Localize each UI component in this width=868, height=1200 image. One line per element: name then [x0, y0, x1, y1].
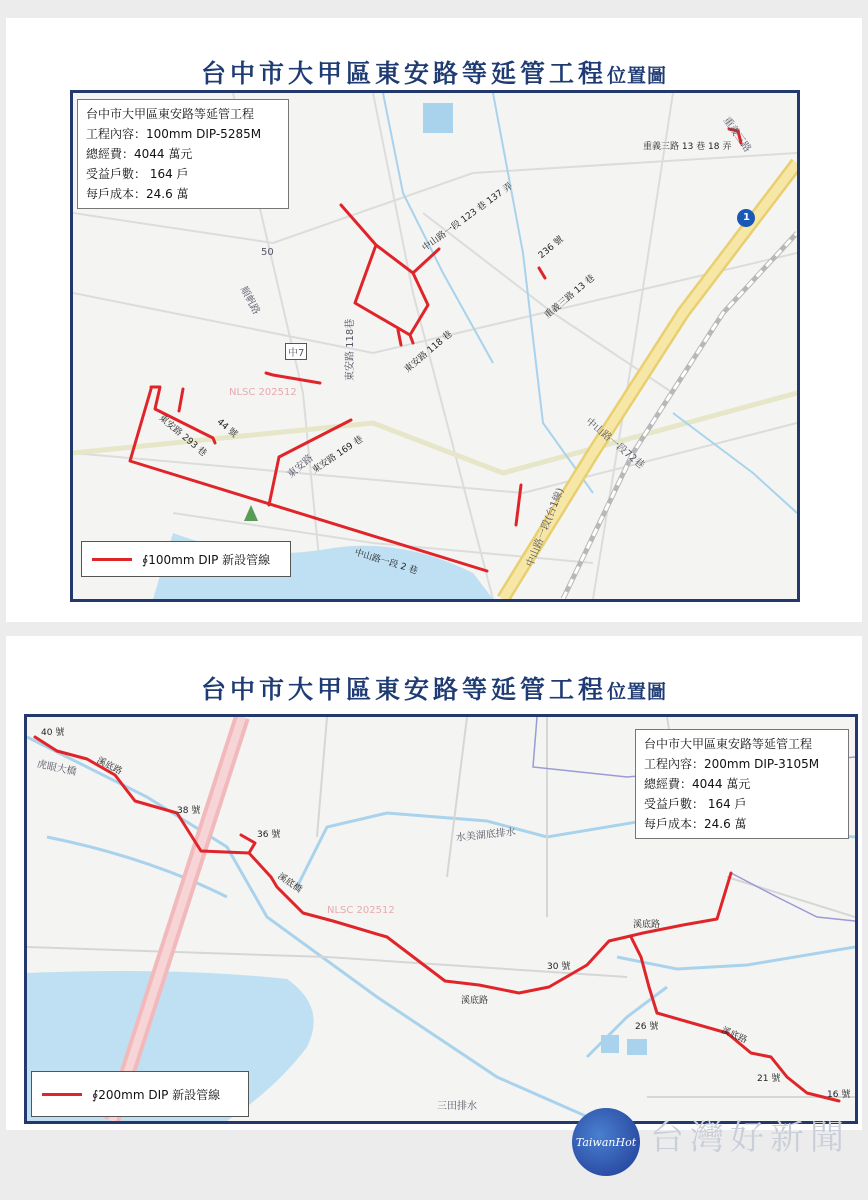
- map1-road-1: 重義三路: [720, 115, 753, 155]
- map2-info-line-1: 台中市大甲區東安路等延管工程: [644, 737, 813, 751]
- map1-info-line-1: 台中市大甲區東安路等延管工程: [86, 107, 255, 121]
- map2-info-line-3: 總經費：4044 萬元: [644, 777, 751, 791]
- map1-road-5: NLSC 202512: [229, 387, 297, 398]
- map2-bridge-label: 虎眼大橋: [35, 758, 78, 778]
- map1-label-2: 中山路一段 123 巷 137 弄: [420, 181, 515, 254]
- map2-label-12: 16 號: [827, 1090, 851, 1100]
- map2-title: [6, 670, 862, 706]
- map2-river-2: 三田排水: [437, 1101, 477, 1112]
- map2-info-line-5: 每戶成本：24.6 萬: [644, 817, 747, 831]
- map2-title-main: 台中市大甲區東安路等延管工程: [200, 675, 607, 704]
- map2-label-7: 溪底路: [461, 996, 489, 1006]
- map2-legend-text: ∮200mm DIP 新設管線: [92, 1087, 221, 1102]
- map1-legend: [81, 541, 291, 577]
- map1-label-6: 東安路 293 巷: [156, 413, 209, 459]
- map2-label-8: 溪底路: [633, 920, 661, 930]
- map1-label-7: 44 號: [214, 417, 239, 440]
- map1-label-4: 重義三路 13 巷: [542, 273, 597, 321]
- map2-label-1: 40 號: [41, 728, 65, 738]
- map1-road-4: 中7: [285, 343, 307, 360]
- map1-road-9: 1: [743, 212, 750, 223]
- map1-info-line-4: 受益戶數： 164 戶: [86, 167, 189, 181]
- map2-label-6: 30 號: [547, 962, 571, 972]
- map1-road-3: 中山路一段72巷: [583, 416, 647, 472]
- watermark-text: 台灣好新聞: [650, 1118, 850, 1158]
- map2-river-1: 水美湖底排水: [455, 826, 517, 844]
- map1-road-10: 東安路 118巷: [345, 318, 356, 381]
- map2-info-box: [635, 729, 849, 839]
- map-1: [70, 90, 800, 602]
- map2-title-suffix: 位置圖: [607, 681, 668, 703]
- map2-watermark-nlsc: NLSC 202512: [327, 905, 395, 916]
- map2-info-line-4: 受益戶數： 164 戶: [644, 797, 747, 811]
- map1-label-1: 重義三路 13 巷 18 弄: [643, 142, 732, 152]
- map1-road-7: 順帆路: [237, 284, 262, 317]
- map1-road-6: 東安路: [285, 452, 316, 481]
- map2-info-line-2: 工程內容：200mm DIP-3105M: [644, 757, 820, 771]
- map1-title-suffix: 位置圖: [607, 65, 668, 87]
- map1-title-main: 台中市大甲區東安路等延管工程: [200, 59, 607, 88]
- map-2: [24, 714, 858, 1124]
- map2-label-3: 38 號: [177, 806, 201, 816]
- legend-line-icon: [42, 1093, 82, 1096]
- map1-info-box: [77, 99, 289, 209]
- taiwanhot-logo-icon: TaiwanHot: [572, 1108, 640, 1176]
- map1-label-8: 東安路 169 巷: [310, 434, 366, 476]
- map1-info-line-2: 工程內容：100mm DIP-5285M: [86, 127, 262, 141]
- map2-legend: [31, 1071, 249, 1117]
- map1-legend-text: ∮100mm DIP 新設管線: [142, 552, 271, 567]
- map1-road-8: 50: [261, 247, 274, 258]
- map2-label-5: 溪底橋: [275, 871, 304, 896]
- map1-title: [6, 54, 862, 90]
- legend-line-icon: [92, 558, 132, 561]
- map1-info-line-3: 總經費：4044 萬元: [86, 147, 193, 161]
- map2-label-11: 21 號: [757, 1074, 781, 1084]
- map2-label-10: 溪底路: [719, 1025, 749, 1046]
- map1-info-line-5: 每戶成本：24.6 萬: [86, 187, 189, 201]
- map1-label-9: 中山路一段 2 巷: [353, 547, 419, 577]
- map1-label-5: 東安路 118 巷: [402, 329, 455, 375]
- map2-label-2: 溪底路: [94, 755, 124, 778]
- map1-road-2: 中山路一段(台1線): [524, 486, 567, 569]
- map1-label-3: 236 號: [536, 234, 566, 261]
- map2-label-4: 36 號: [257, 830, 281, 840]
- map2-label-9: 26 號: [635, 1022, 659, 1032]
